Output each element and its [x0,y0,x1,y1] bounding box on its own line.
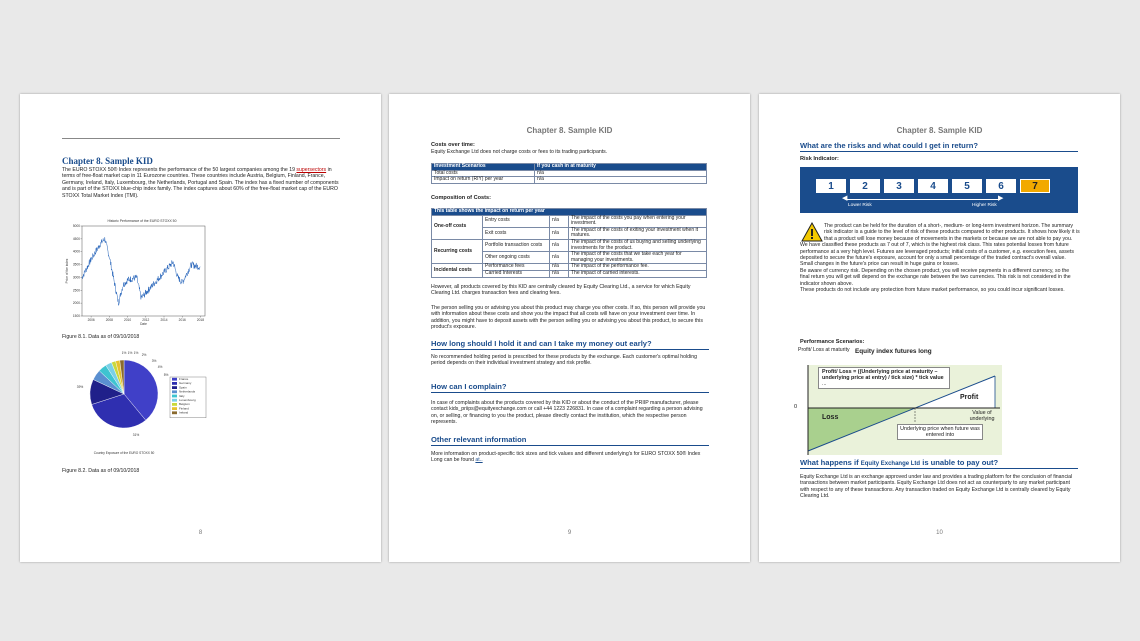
risk-arrow-line [846,199,1000,200]
risk-box-2: 2 [850,179,880,193]
page-10 [759,94,1120,562]
payout-text: Equity Exchange Ltd is an exchange approved under law and provides a trading platform for the conclusion of financial transactions between market participants. Equity Exchange Ltd does not act as counterparty to any market participant with respect to any of these transactions. Any transaction traded on Equity Exchange Ltd is centrally cleared by Equity Clearing Ltd. [800,474,1073,500]
legend-label: Ireland [179,410,189,415]
cost-description-cell: The impact of the costs that we take each year for managing your investments. [569,252,707,264]
cost-group-cell: Incidental costs [432,264,483,277]
complain-text: In case of complaints about the products covered by this KID or about the conduct of the PRIIP manufacturer, please contact kids_priips@equityexchange.com or call +44 1223 226831. In case of a complaint regarding a person advising on, or selling, or financing to you the product, please directly contact the institution, which the respective person represents. [431,400,703,426]
cost-description-cell: The impact of the performance fee. [569,264,707,271]
holding-heading: How long should I hold it and can I take my money out early? [431,339,709,350]
page-number: 8 [198,530,203,536]
diagram-y-label: Profit/ Loss at maturity [798,347,850,353]
legend-label: Netherlands [179,389,196,394]
arrow-right-icon: ▶ [998,195,1004,202]
legend-swatch [172,395,177,398]
diagram-formula: Profit/ Loss = ((Underlying price at maturity – underlying price at entry) / tick size) * tick value ... [818,367,950,389]
pie-chart-title: Country Exposure of the EURO STOXX 50 [93,451,155,455]
figure-1-caption: Figure 8.1. Data as of 09/10/2018 [62,334,140,340]
entry-price-label: Underlying price when future was entered into [897,424,983,440]
legend-label: Finland [179,406,189,411]
loss-label: Loss [822,414,839,421]
legend-swatch [172,403,177,406]
other-info-text: More information on product-specific tick sizes and tick values and different underlying's for EURO STOXX 50® Index Long can be found at.. [431,451,701,464]
cost-description-cell: The impact of the costs of exiting your investment when it matures. [569,227,707,239]
table-cell: Impact on return (RIY) per year [432,177,535,184]
costs-over-time-label: Costs over time: [431,142,475,148]
risk-box-5: 5 [952,179,982,193]
table-row [432,177,707,184]
pie-slice-label: 4% [157,365,163,369]
legend-label: France [179,377,189,381]
pie-chart [62,350,222,460]
pie-slice-label: 1% [133,351,139,355]
risk-box-3: 3 [884,179,914,193]
cost-description-cell: The impact of the costs of us buying and selling underlying investments for the product. [569,239,707,251]
other-info-link[interactable]: at.. [475,457,483,464]
cost-description-cell: The impact of the costs you pay when entering your investment. [569,215,707,227]
arrow-left-icon: ◀ [842,195,848,202]
x-tick-label: 2018 [196,318,204,322]
risk-box-4: 4 [918,179,948,193]
y-tick-label: 5000 [72,224,80,228]
investment-scenarios-table [431,163,707,184]
legend-swatch [172,407,177,410]
pie-slice-label: 1% [121,351,127,355]
payout-heading: What happens if Equity Exchange Ltd is unable to pay out? [800,458,1078,469]
y-tick-label: 3500 [72,262,80,267]
legend-swatch [172,378,177,381]
pie-slice-label: 1% [127,351,133,355]
x-tick-label: 2010 [124,318,132,322]
cost-group-cell: One-off costs [432,215,483,239]
pie-slice-label: 2% [141,353,147,357]
table-cell: n/a [535,170,707,177]
risk-box-6: 6 [986,179,1016,193]
legend-label: Luxembourg [179,398,196,402]
top-rule [62,138,340,139]
cost-description-cell: The impact of carried interests. [569,270,707,277]
page-number: 10 [936,530,943,536]
x-tick-label: 2008 [105,318,113,322]
page-8 [20,94,381,562]
x-tick-label: 2012 [142,318,150,322]
pie-slice-label: 3% [151,359,157,363]
holding-text: No recommended holding period is prescribed for these products by the exchange. Each customer's optimal holding period depends on their individual investment strategy and risk profile. [431,354,697,367]
y-tick-label: 2500 [72,288,80,293]
legend-label: Belgium [179,402,190,407]
supersectors-link[interactable]: supersectors [296,167,327,173]
legend-swatch [172,382,177,385]
x-tick-label: 2006 [87,318,95,322]
page-number: 9 [567,530,572,536]
value-of-underlying-label: Value of underlying [969,410,995,422]
cost-value-cell: n/a [550,270,569,277]
risk-box-7: 7 [1020,179,1050,193]
legend-label: Spain [179,385,187,390]
table-header-cell: If you cash in at maturity [535,164,707,171]
pie-slice-label: 39% [76,385,84,389]
figure-2-caption: Figure 8.2. Data as of 09/10/2018 [62,468,140,474]
table-cell: n/a [535,177,707,184]
y-axis-label: Price of the index [65,258,69,284]
cost-item-cell: Entry costs [483,215,550,227]
chapter-title: Chapter 8. Sample KID [62,156,153,166]
cost-item-cell: Carried Interests [483,270,550,277]
table-header-cell: Investment Scenarios [432,164,535,171]
legend-swatch [172,399,177,402]
table-row [432,239,707,251]
chapter-header: Chapter 8. Sample KID [526,126,613,135]
cost-value-cell: n/a [550,264,569,271]
y-tick-label: 4000 [72,249,80,254]
legend-swatch [172,411,177,414]
cost-item-cell: Exit costs [483,227,550,239]
page-9 [389,94,750,562]
x-axis-label: Date [140,322,147,326]
other-info-heading: Other relevant information [431,435,709,446]
diagram-zero-label: 0 [794,404,798,410]
line-chart [62,216,212,330]
table-row [432,215,707,227]
cost-item-cell: Other ongoing costs [483,252,550,264]
cost-value-cell: n/a [550,227,569,239]
legend-label: Italy [179,393,185,398]
risk-description: The product can be held for the duration of a short-, medium- or long-term investment horizon. The summary risk indicator is a guide to the level of risk of these products compared to other products. It shows how likely it is that a product will lose money because of movements in the markets or because we are not able to pay you. We have classified these products as 7 out of 7, which is the highest risk class. This rates potential losses from future performance at a very high level. Futures are leveraged products; initial costs of a customer, e.g. execution fees, assets deposited to secure the future's exposure, account for only a small percentage of the traded contract's overall value. Small changes in the future's price can result in huge gains or losses. Be aware of currency risk. Depending on the chosen product, you will receive payments in a different currency, so the final return you will get will depend on the exchange rate between the two currencies. This risk is not considered in the indicator shown above. These products do not include any protection from future market performance, so you could incur significant losses. [800,223,1080,294]
risk-scale [816,179,1050,193]
risk-box-1: 1 [816,179,846,193]
y-tick-label: 2000 [72,301,80,306]
line-chart-title: Historic Performance of the EURO STOXX 50 [107,219,177,223]
cost-item-cell: Portfolio transaction costs [483,239,550,251]
higher-risk-label: Higher Risk [972,203,997,208]
costs-over-time-text: Equity Exchange Ltd does not charge costs or fees to its trading participants. [431,149,608,155]
risk-indicator-panel [800,167,1078,213]
payoff-diagram [794,347,1006,459]
table-cell: Total costs [432,170,535,177]
line-plot-area [82,226,205,316]
composition-table [431,208,707,278]
legend-swatch [172,390,177,393]
table-row [432,264,707,271]
table-header-cell: This table shows the impact on return per year [432,209,707,216]
cost-value-cell: n/a [550,252,569,264]
intro-paragraph: The EURO STOXX 50® Index represents the performance of the 50 largest companies among the 19 supersectors in terms of free-float market cap in 11 Eurozone countries. These countries include Austria, Belgium, Finland, France, Germany, Ireland, Italy, Luxembourg, the Netherlands, Portugal and Spain. The index has a fixed number of components and is part of the STOXX blue-chip index family. The index captures about 60% of the free-float market cap of the EURO STOXX Total Market Index (TMI). [62,167,339,199]
composition-label: Composition of Costs: [431,195,491,201]
lower-risk-label: Lower Risk [848,203,872,208]
legend-label: Germany [179,381,192,386]
risks-heading: What are the risks and what could I get in return? [800,141,1078,152]
complain-heading: How can I complain? [431,382,709,393]
clearing-paragraph: However, all products covered by this KID are centrally cleared by Equity Clearing Ltd., a service for which Equity Clearing Ltd. charges transaction fees and clearing fees. [431,284,691,297]
performance-label: Performance Scenarios: [800,339,865,345]
cost-value-cell: n/a [550,239,569,251]
cost-item-cell: Performance fees [483,264,550,271]
pie-chart-svg [62,350,222,460]
x-tick-label: 2014 [160,318,168,322]
x-tick-label: 2016 [178,318,186,322]
advisor-paragraph: The person selling you or advising you about this product may charge you other costs. If so, this person will provide you with information about these costs and show you the impact that all costs will have on your investment over time. In addition, you might have to deposit assets with the person selling you or advising you about this product, to secure this product's exposure. [431,305,706,331]
diagram-title: Equity index futures long [855,348,932,355]
risk-indicator-label: Risk Indicator: [800,156,839,162]
y-tick-label: 4500 [72,236,80,241]
table-header-row [432,164,707,171]
cost-value-cell: n/a [550,215,569,227]
pie-slice-label: 31% [132,433,140,437]
legend-swatch [172,386,177,389]
chapter-header: Chapter 8. Sample KID [896,126,983,135]
pie-slice-label: 5% [163,373,169,377]
y-tick-label: 3000 [72,275,80,280]
line-chart-svg [62,216,212,330]
cost-group-cell: Recurring costs [432,239,483,263]
y-tick-label: 1500 [72,314,80,318]
profit-label: Profit [960,394,979,401]
